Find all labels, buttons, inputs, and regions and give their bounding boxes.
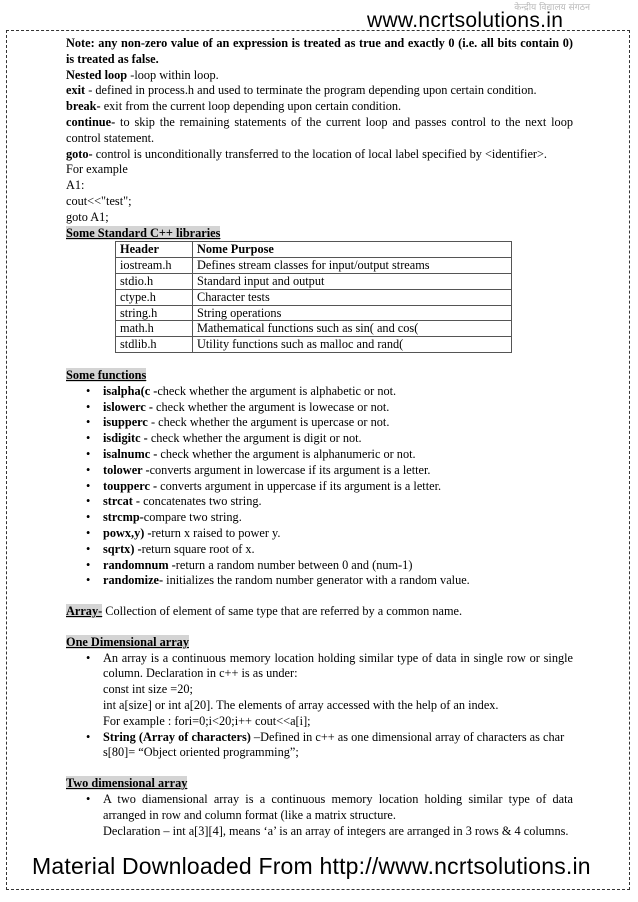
- term: tolower -: [103, 462, 150, 477]
- paragraph: • A two diamensional array is a continuous memory location holding similar type of data arranged in row and column format (like a matrix structure.: [103, 792, 573, 822]
- definition: control is unconditionally transferred to the location of local label specified by <identifier>.: [92, 146, 548, 161]
- definition: exit from the current loop depending upon certain condition.: [100, 99, 402, 114]
- list-item: [103, 447, 573, 463]
- table-cell: string.h: [116, 305, 193, 321]
- list-item: [103, 431, 573, 447]
- term: isdigitc -: [103, 431, 148, 446]
- table-cell: Standard input and output: [193, 273, 512, 289]
- term: toupperc -: [103, 478, 158, 493]
- term: strcat -: [103, 494, 140, 509]
- two-dim-list: [66, 792, 573, 839]
- term: randomnum -: [103, 557, 176, 572]
- code-line: int a[size] or int a[20]. The elements of array accessed with the help of an index.: [103, 698, 499, 713]
- definition: converts argument in lowercase if its argument is a letter.: [149, 462, 431, 477]
- table-cell: Mathematical functions such as sin( and cos(: [193, 321, 512, 337]
- term: isalnumc -: [103, 446, 158, 461]
- table-cell: ctype.h: [116, 289, 193, 305]
- column-header: Nome Purpose: [193, 242, 512, 258]
- code-line: const int size =20;: [103, 682, 193, 697]
- one-dim-heading-line: [66, 635, 573, 651]
- example-line: goto A1;: [66, 209, 109, 224]
- list-item: [103, 542, 573, 558]
- array-definition: [66, 604, 573, 620]
- definition: - defined in process.h and used to terminate the program depending upon certain condition.: [85, 83, 537, 98]
- two-dim-heading: Two dimensional array: [66, 776, 188, 791]
- page-header: [0, 0, 638, 30]
- table-cell: iostream.h: [116, 258, 193, 274]
- definition: concatenates two string.: [140, 494, 262, 509]
- definition: to skip the remaining statements of the current loop and passes control to the next loop control statement.: [66, 114, 573, 145]
- example-line: cout<<"test";: [66, 193, 132, 208]
- definition: - check whether the argument is upercase or not.: [147, 415, 390, 430]
- term: powx,y) -: [103, 525, 152, 540]
- table-row: [116, 305, 512, 321]
- two-dim-heading-line: [66, 776, 573, 792]
- definition: compare two string.: [143, 510, 242, 525]
- list-item: [103, 651, 573, 730]
- term: break-: [66, 99, 101, 114]
- functions-list: [66, 384, 573, 589]
- libraries-heading-line: [66, 226, 573, 242]
- term: Array-: [66, 604, 103, 619]
- functions-heading-line: [66, 368, 573, 384]
- list-item: [103, 494, 573, 510]
- list-item: [103, 400, 573, 416]
- definition: converts argument in uppercase if its argument is a letter.: [157, 478, 442, 493]
- term: goto-: [66, 146, 93, 161]
- table-cell: String operations: [193, 305, 512, 321]
- table-row: [116, 273, 512, 289]
- list-item: [103, 510, 573, 526]
- table-header-row: [116, 242, 512, 258]
- site-url-header[interactable]: www.ncrtsolutions.in: [367, 9, 564, 32]
- goto-line: [66, 147, 573, 163]
- org-watermark-line: केन्द्रीय विद्यालय संगठन: [514, 3, 590, 13]
- definition: check whether the argument is alphabetic or not.: [157, 383, 397, 398]
- list-item: [103, 526, 573, 542]
- table-row: [116, 289, 512, 305]
- spacer: [66, 353, 573, 368]
- table-cell: Utility functions such as malloc and rand(: [193, 337, 512, 353]
- exit-line: [66, 83, 573, 99]
- libraries-table: [115, 241, 512, 353]
- term: isupperc: [103, 415, 148, 430]
- definition: return x raised to power y.: [151, 525, 281, 540]
- list-item: [103, 463, 573, 479]
- list-item: [103, 384, 573, 400]
- paragraph: Declaration – int a[3][4], means ‘a’ is an array of integers are arranged in 3 rows & 4 columns.: [103, 823, 569, 838]
- list-item: [103, 730, 573, 762]
- paragraph: • An array is a continuous memory location holding similar type of data in single row or single column. Declaration in c++ is as under:: [103, 650, 573, 681]
- definition: -loop within loop.: [127, 67, 219, 82]
- table-row: [116, 258, 512, 274]
- term: isalpha(c -: [103, 383, 158, 398]
- table-row: [116, 321, 512, 337]
- term: String (Array of characters): [103, 729, 251, 744]
- example-line: A1:: [66, 178, 85, 193]
- one-dim-list: [66, 651, 573, 762]
- libraries-heading: Some Standard C++ libraries: [66, 225, 221, 240]
- definition: return a random number between 0 and (num-1): [175, 557, 413, 572]
- term: continue-: [66, 114, 116, 129]
- definition: return square root of x.: [141, 541, 255, 556]
- break-line: [66, 99, 573, 115]
- list-item: [103, 573, 573, 589]
- table-cell: Defines stream classes for input/output streams: [193, 258, 512, 274]
- term: Nested loop: [66, 67, 128, 82]
- code-line: For example : fori=0;i<20;i++ cout<<a[i];: [103, 713, 311, 728]
- spacer: [66, 620, 573, 635]
- footer-download-link[interactable]: Material Downloaded From http://www.ncrtsolutions.in: [32, 853, 591, 879]
- term: randomize-: [103, 573, 164, 588]
- spacer: [66, 589, 573, 604]
- continue-line: [66, 115, 573, 147]
- definition: Collection of element of same type that are referred by a common name.: [102, 604, 463, 619]
- example-line: For example: [66, 162, 128, 177]
- table-row: [116, 337, 512, 353]
- list-item: [103, 792, 573, 839]
- list-item: [103, 415, 573, 431]
- table-cell: Character tests: [193, 289, 512, 305]
- term: islowerc -: [103, 399, 153, 414]
- table-cell: stdio.h: [116, 273, 193, 289]
- list-item: [103, 479, 573, 495]
- definition: check whether the argument is alphanumeric or not.: [157, 446, 416, 461]
- definition: initializes the random number generator with a random value.: [163, 573, 470, 588]
- document-body: [66, 36, 573, 839]
- definition: check whether the argument is lowecase or not.: [152, 399, 390, 414]
- term: strcmp-: [103, 510, 144, 525]
- nested-loop-line: [66, 68, 573, 84]
- definition: –Defined in c++ as one dimensional array of characters as char s[80]= “Object oriented programming”;: [103, 729, 565, 760]
- table-cell: math.h: [116, 321, 193, 337]
- note-paragraph: Note: any non-zero value of an expression is treated as true and exactly 0 (i.e. all bits contain 0) is treated as false.: [66, 36, 573, 66]
- column-header: Header: [116, 242, 193, 258]
- term: exit: [66, 83, 86, 98]
- term: sqrtx) -: [103, 541, 142, 556]
- functions-heading: Some functions: [66, 367, 147, 382]
- definition: check whether the argument is digit or not.: [147, 431, 362, 446]
- table-cell: stdlib.h: [116, 337, 193, 353]
- one-dim-heading: One Dimensional array: [66, 634, 189, 649]
- list-item: [103, 558, 573, 574]
- spacer: [66, 761, 573, 776]
